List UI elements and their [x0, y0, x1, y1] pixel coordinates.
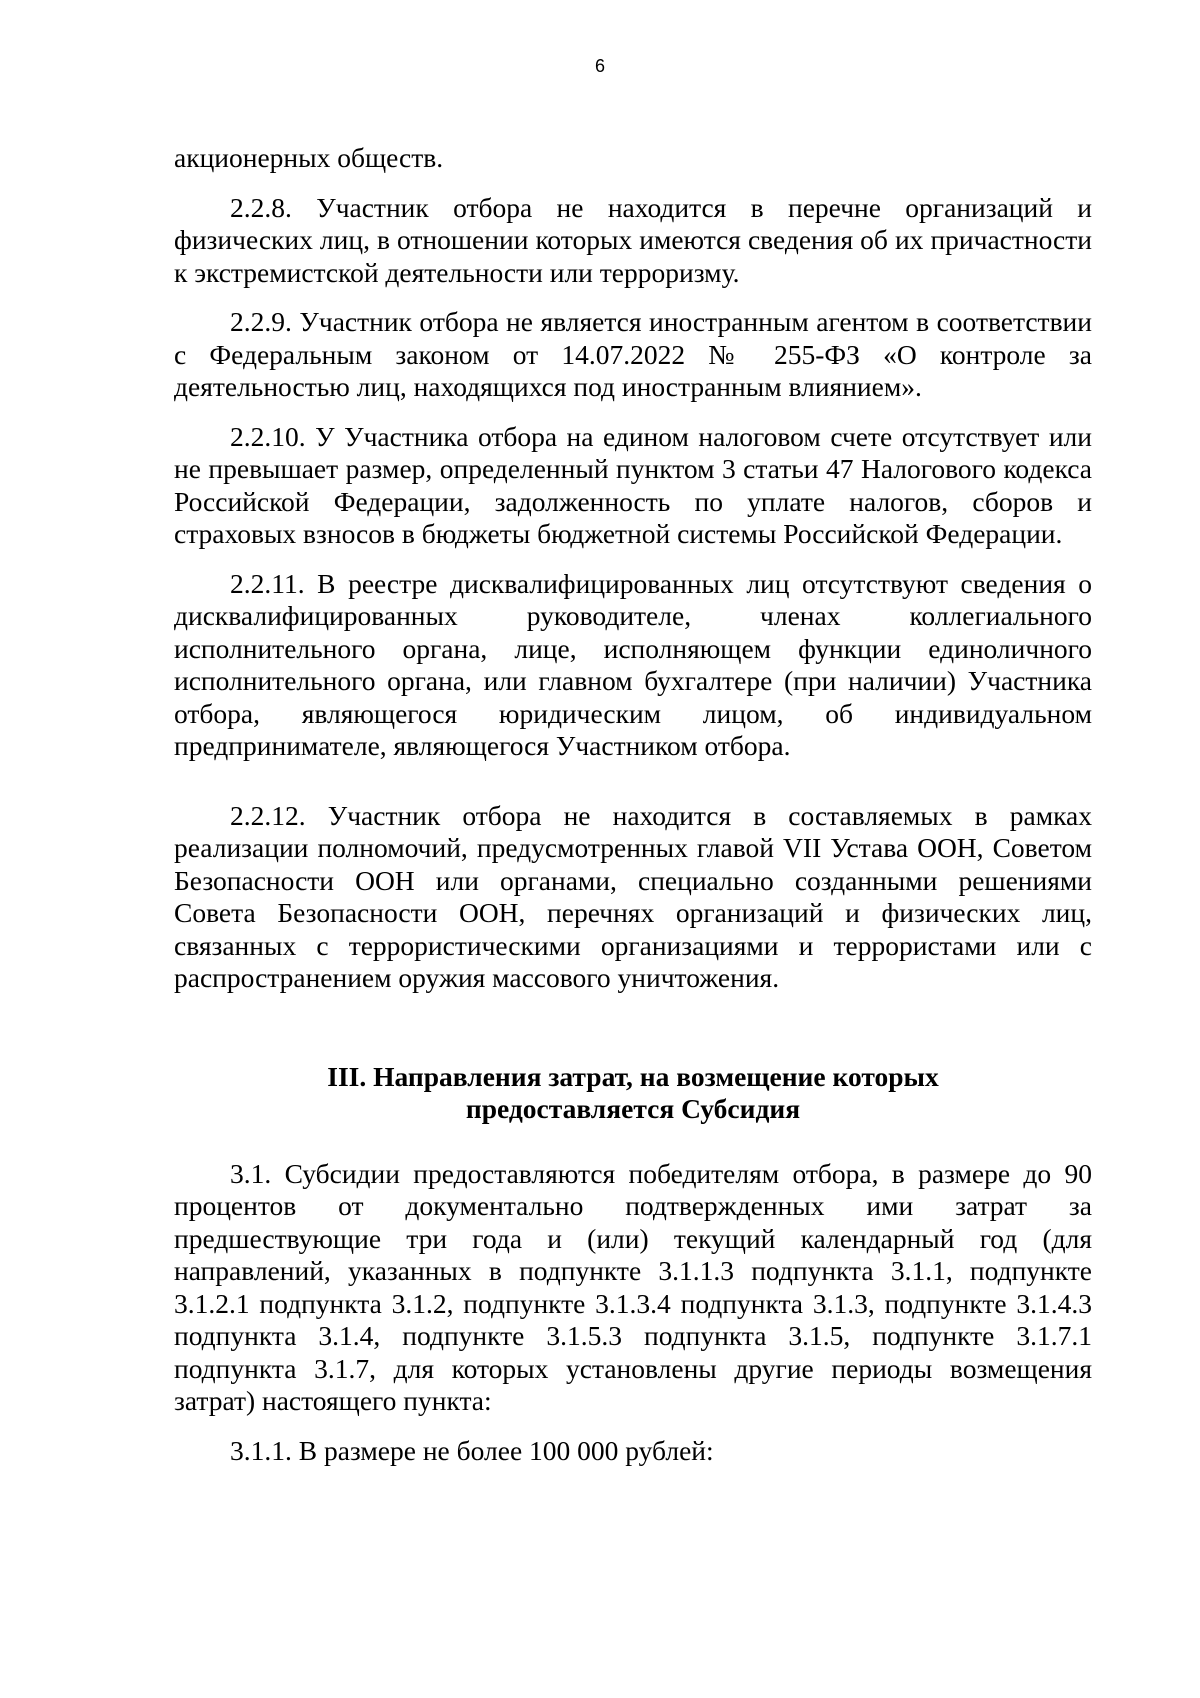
section-heading: [174, 1061, 1092, 1126]
page-number: 6: [594, 56, 605, 76]
paragraph-continuation: акционерных обществ.: [174, 142, 444, 173]
paragraph-2-2-12: 2.2.12. Участник отбора не находится в составляемых в рамках реализации полномочий, предусмотренных главой VII Устава ООН, Советом Безопасности ООН или органами, специально созданными решениями Совета Безопасности ООН, перечнях организаций и физических лиц, связанных с террористическими организациями и террористами или с распространением оружия массового уничтожения.: [174, 799, 1092, 993]
document-body: [174, 142, 1092, 1484]
paragraph-2-2-9: 2.2.9. Участник отбора не является иностранным агентом в соответствии с Федеральным законом от 14.07.2022 № 255-ФЗ «О контроле за деятельностью лиц, находящихся под иностранным влиянием».: [174, 306, 1092, 402]
paragraph-3-1: 3.1. Субсидии предоставляются победителям отбора, в размере до 90 процентов от документально подтвержденных ими затрат за предшествующие три года и (или) текущий календарный год (для направлений, указанных в подпункте 3.1.1.3 подпункта 3.1.1, подпункте 3.1.2.1 подпункта 3.1.2, подпункте 3.1.3.4 подпункта 3.1.3, подпункте 3.1.4.3 подпункта 3.1.4, подпункте 3.1.5.3 подпункта 3.1.5, подпункте 3.1.7.1 подпункта 3.1.7, для которых установлены другие периоды возмещения затрат) настоящего пункта:: [174, 1157, 1092, 1416]
paragraph-2-2-10: 2.2.10. У Участника отбора на едином налоговом счете отсутствует или не превышает размер, определенный пунктом 3 статьи 47 Налогового кодекса Российской Федерации, задолженность по уплате налогов, сборов и страховых взносов в бюджеты бюджетной системы Российской Федерации.: [174, 420, 1092, 549]
paragraph-2-2-8: 2.2.8. Участник отбора не находится в перечне организаций и физических лиц, в отношении которых имеются сведения об их причастности к экстремистской деятельности или терроризму.: [174, 191, 1092, 288]
section-heading-line-1: III. Направления затрат, на возмещение которых: [327, 1060, 939, 1092]
section-heading-line-2: предоставляется Субсидия: [465, 1093, 801, 1124]
paragraph-2-2-11: 2.2.11. В реестре дисквалифицированных лиц отсутствуют сведения о дисквалифицированных руководителе, членах коллегиального исполнительного органа, лице, исполняющем функции единоличного исполнительного органа, или главном бухгалтере (при наличии) Участника отбора, являющегося юридическим лицом, об индивидуальном предпринимателе, являющегося Участником отбора.: [174, 567, 1092, 761]
paragraph-3-1-1: 3.1.1. В размере не более 100 000 рублей:: [230, 1434, 714, 1466]
